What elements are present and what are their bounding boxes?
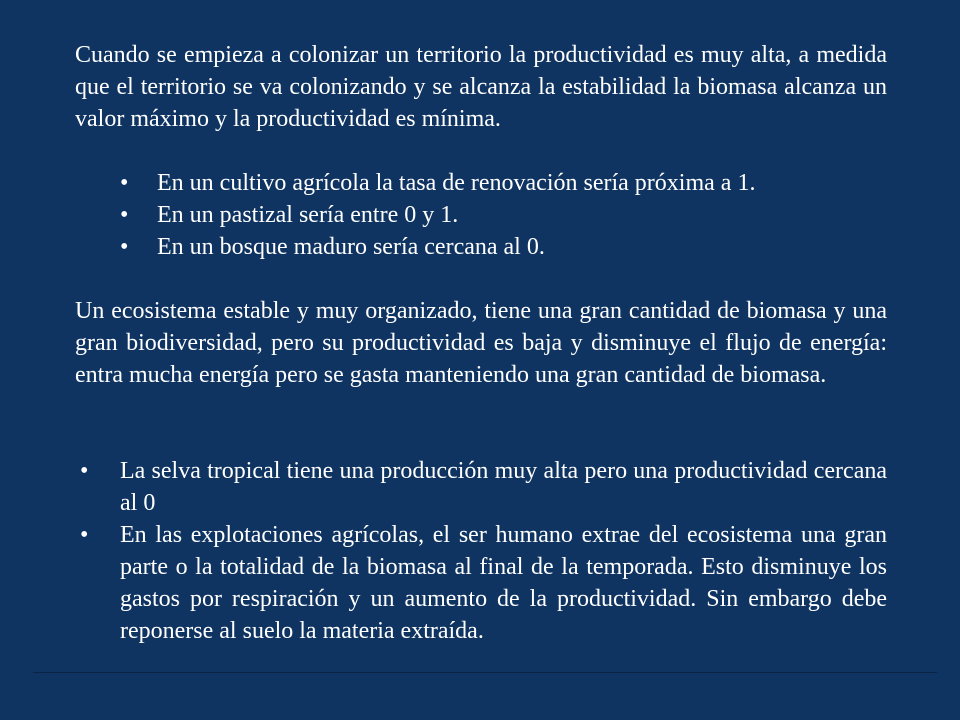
list-item [120,167,755,199]
turnover-rate-list [120,167,755,263]
list-item [75,455,887,519]
stable-ecosystem-paragraph: Un ecosistema estable y muy organizado, tiene una gran cantidad de biomasa y una gran biodiversidad, pero su productividad es baja y disminuye el flujo de energía: entra mucha energía pero se gasta manteniendo una gran cantidad de biomasa. [75,298,887,388]
intro-paragraph: Cuando se empieza a colonizar un territorio la productividad es muy alta, a medida que el territorio se va colonizando y se alcanza la estabilidad la biomasa alcanza un valor máximo y la productividad es mínima. [75,42,887,132]
bullet-icon: • [120,170,129,196]
footer-divider [33,672,937,673]
bullet-icon: • [80,522,89,548]
list-item-text: En un bosque maduro sería cercana al 0. [157,234,545,260]
list-item-text: En un pastizal sería entre 0 y 1. [157,202,459,228]
examples-list [75,455,887,647]
bullet-icon: • [120,234,129,260]
bullet-icon: • [120,202,129,228]
list-item [75,519,887,647]
list-item-text: En las explotaciones agrícolas, el ser humano extrae del ecosistema una gran parte o la totalidad de la biomasa al final de la temporada. Esto disminuye los gastos por respiración y un aumento de la productividad. Sin embargo debe reponerse al suelo la materia extraída. [120,522,887,644]
list-item [120,199,755,231]
list-item [120,231,755,263]
list-item-text: La selva tropical tiene una producción muy alta pero una productividad cercana al 0 [120,458,887,516]
bullet-icon: • [80,458,89,484]
list-item-text: En un cultivo agrícola la tasa de renovación sería próxima a 1. [157,170,756,196]
